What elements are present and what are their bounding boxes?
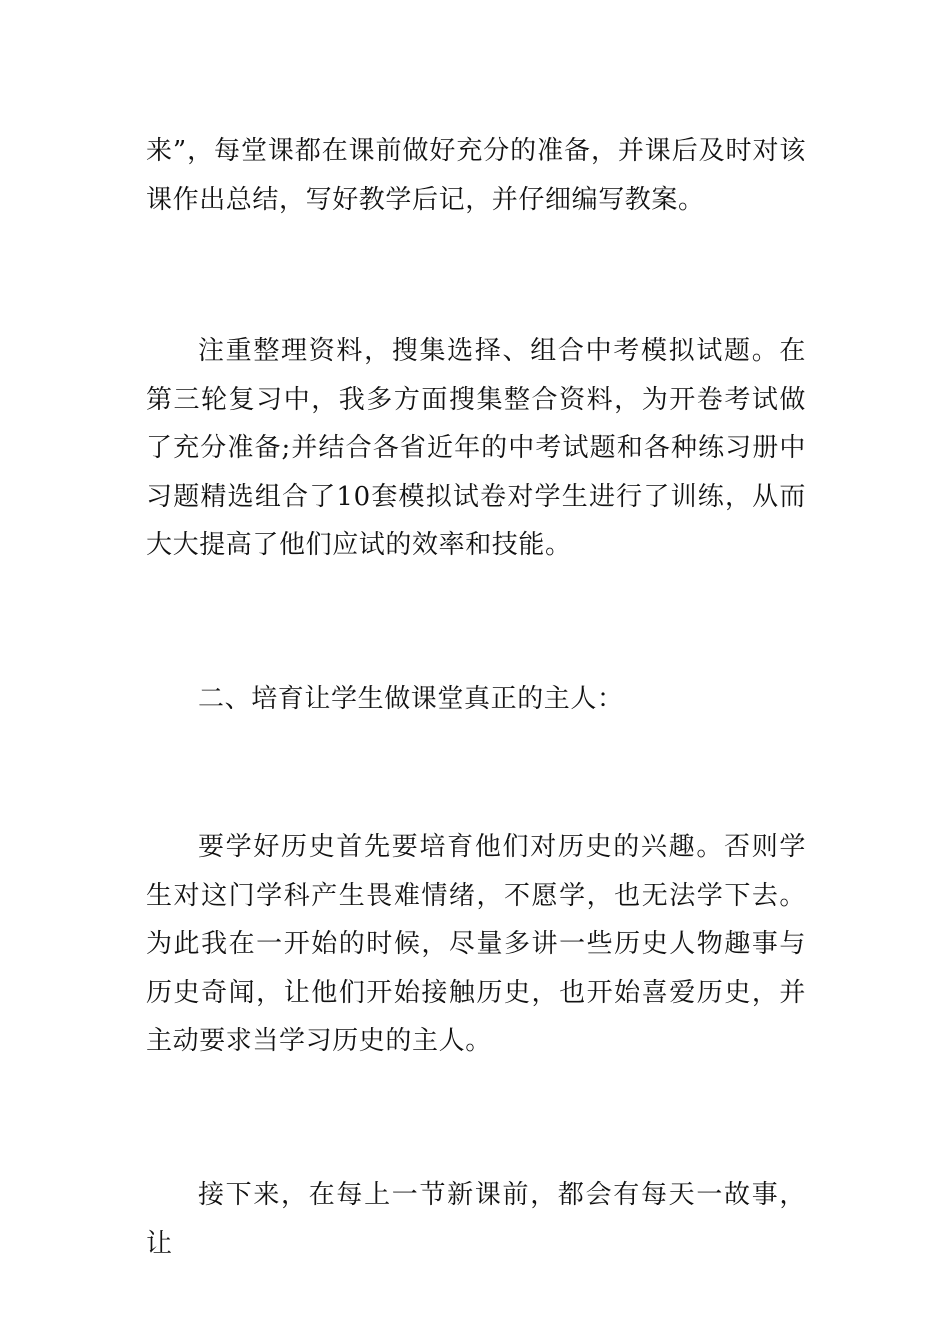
paragraph-story: 接下来，在每上一节新课前，都会有每天一故事，让	[146, 1180, 806, 1259]
paragraph-interest: 要学好历史首先要培育他们对历史的兴趣。否则学生对这门学科产生畏难情绪，不愿学，也无法学下去。为此我在一开始的时候，尽量多讲一些历史人物趣事与历史奇闻，让他们开始接触历史，也开始喜爱历史，并主动要求当学习历史的主人。	[146, 832, 806, 1056]
section-heading: 二、培育让学生做课堂真正的主人：	[198, 684, 624, 714]
paragraph-materials: 注重整理资料，搜集选择、组合中考模拟试题。在第三轮复习中，我多方面搜集整合资料，为开卷考试做了充分准备;并结合各省近年的中考试题和各种练习册中习题精选组合了10套模拟试卷对学生进行了训练，从而大大提高了他们应试的效率和技能。	[146, 336, 806, 560]
paragraph-continuation: 来”，每堂课都在课前做好充分的准备，并课后及时对该课作出总结，写好教学后记，并仔细编写教案。	[146, 136, 806, 215]
